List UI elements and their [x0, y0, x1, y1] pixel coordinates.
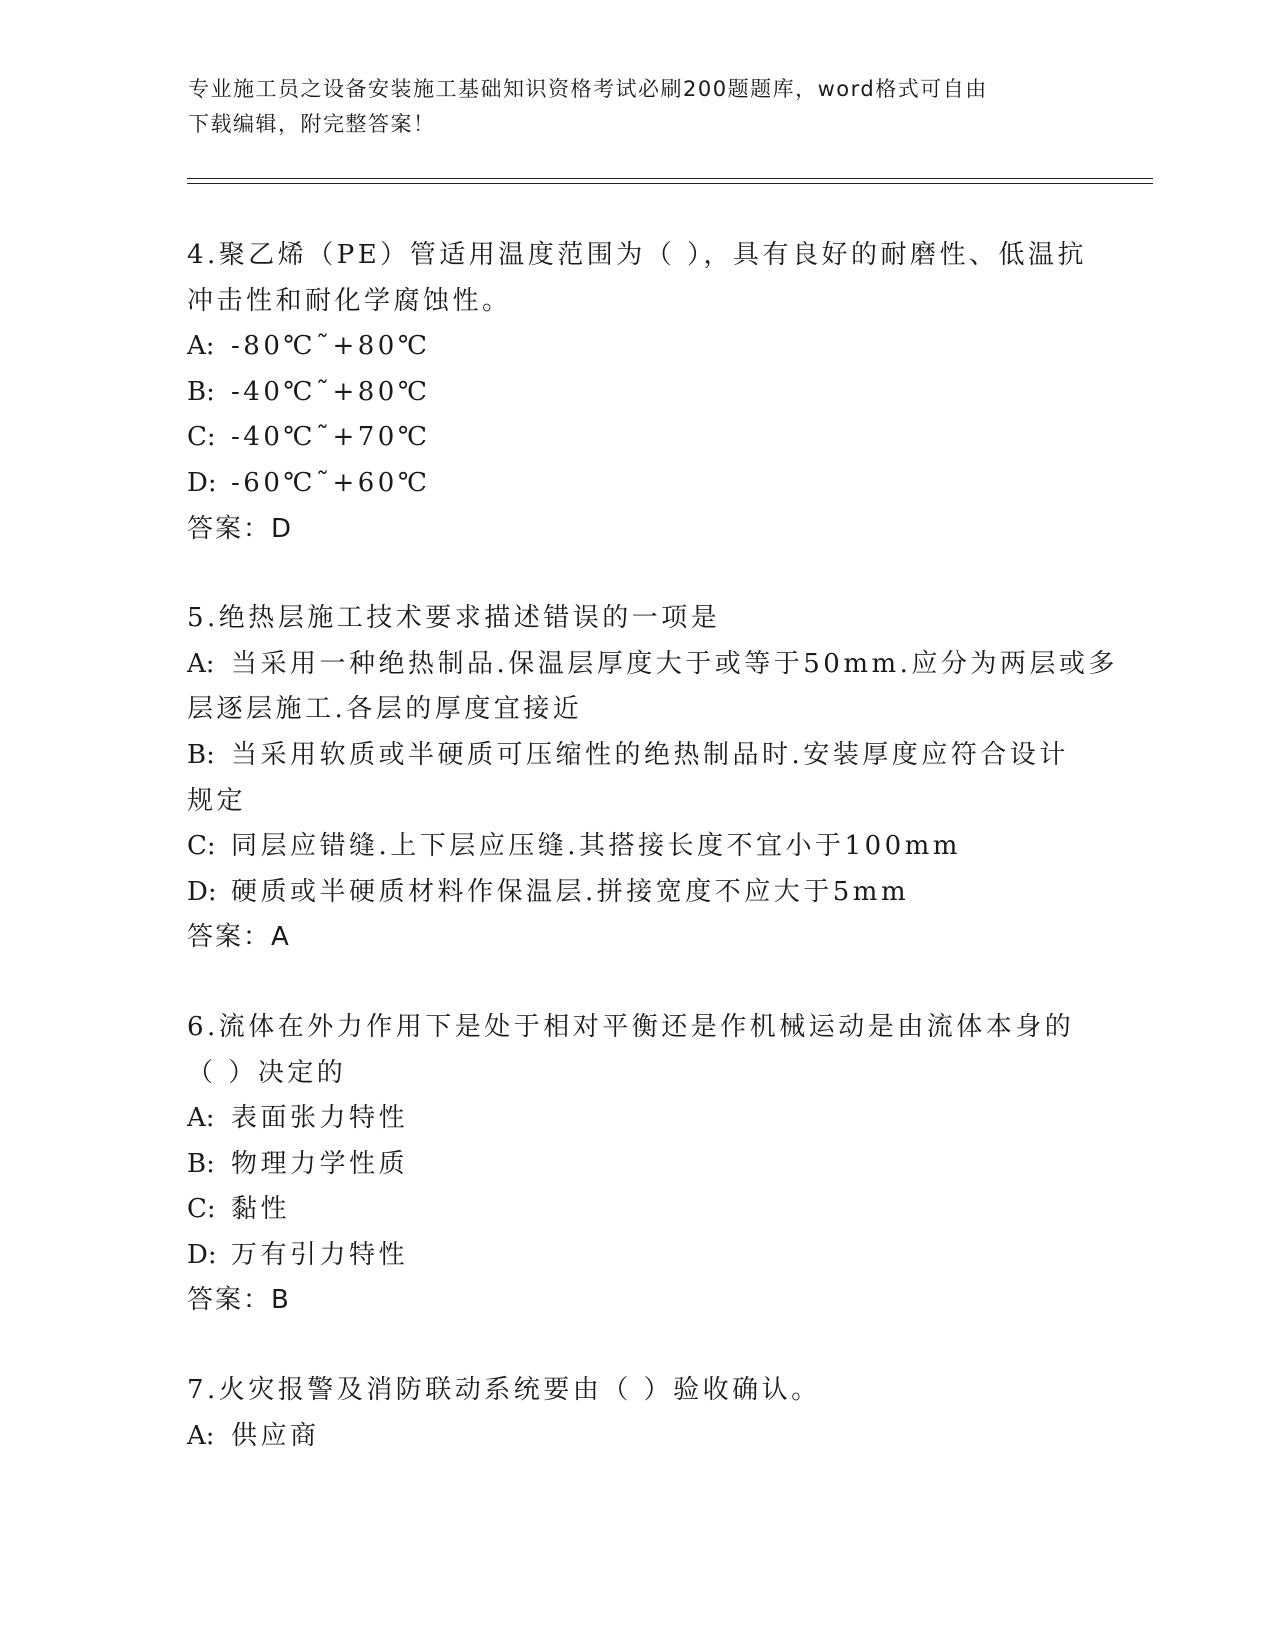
option-label: C:: [187, 1194, 216, 1225]
option-line: [187, 1096, 1087, 1142]
option-label: D:: [187, 467, 217, 498]
option-line: [187, 1142, 1087, 1188]
option-label: B:: [187, 1148, 215, 1179]
option-label: C:: [187, 831, 216, 862]
option-label: A:: [187, 1103, 215, 1134]
header-line-2: 下载编辑，附完整答案！: [188, 112, 436, 136]
option-line: [187, 870, 1087, 916]
option-line: [187, 1233, 1087, 1279]
option-label: B:: [187, 739, 215, 770]
option-label: A:: [187, 648, 215, 679]
option-label: D:: [187, 876, 217, 907]
option-label: C:: [187, 422, 216, 453]
option-label: A:: [187, 331, 215, 362]
option-text: 同层应错缝.上下层应压缝.其搭接长度不宜小于100mm: [231, 831, 961, 862]
option-text: 物理力学性质: [231, 1148, 409, 1179]
option-line: [187, 824, 1087, 870]
option-line: [187, 687, 1087, 733]
option-label: D:: [187, 1239, 217, 1270]
question-block: [187, 233, 1087, 552]
option-text: 供应商: [231, 1420, 320, 1451]
header-divider-top: [187, 178, 1153, 179]
option-text: -60℃˜+60℃: [231, 467, 431, 498]
option-line: [187, 461, 1087, 507]
document-header: [188, 72, 1088, 142]
answer-line: 答案：D: [187, 513, 294, 544]
question-block: [187, 1368, 1087, 1459]
option-label: A:: [187, 1420, 215, 1451]
option-label: B:: [187, 376, 215, 407]
question-text: 冲击性和耐化学腐蚀性。: [187, 285, 512, 316]
header-line-1: 专业施工员之设备安装施工基础知识资格考试必刷200题题库，word格式可自由: [188, 77, 988, 101]
option-line: [187, 733, 1087, 779]
option-text: 万有引力特性: [231, 1239, 409, 1270]
option-text: 层逐层施工.各层的厚度宜接近: [187, 694, 583, 725]
answer-line: 答案：A: [187, 922, 291, 953]
question-text: 4.聚乙烯（PE）管适用温度范围为（ ），具有良好的耐磨性、低温抗: [187, 240, 1088, 270]
option-line: [187, 1414, 1087, 1460]
option-text: 规定: [187, 785, 247, 816]
option-line: [187, 415, 1087, 461]
option-line: [187, 324, 1087, 370]
question-block: [187, 596, 1118, 961]
question-list: [187, 233, 1118, 1503]
option-text: 表面张力特性: [231, 1103, 409, 1134]
option-text: -40℃˜+70℃: [231, 422, 431, 453]
question-text: 6.流体在外力作用下是处于相对平衡还是作机械运动是由流体本身的: [187, 1011, 1075, 1042]
question-text: 7.火灾报警及消防联动系统要由（ ）验收确认。: [187, 1375, 821, 1406]
option-text: 硬质或半硬质材料作保温层.拼接宽度不应大于5mm: [231, 876, 910, 907]
answer-line: 答案：B: [187, 1285, 291, 1316]
option-line: [187, 1187, 1087, 1233]
option-text: 黏性: [231, 1194, 291, 1225]
option-line: [187, 779, 1087, 825]
option-text: -40℃˜+80℃: [231, 376, 431, 407]
option-line: [187, 642, 1118, 688]
option-text: -80℃˜+80℃: [231, 331, 431, 362]
header-divider-bottom: [187, 183, 1153, 184]
option-text: 当采用一种绝热制品.保温层厚度大于或等于50mm.应分为两层或多: [231, 648, 1118, 679]
question-text: 5.绝热层施工技术要求描述错误的一项是: [187, 603, 721, 634]
question-text: （ ）决定的: [187, 1057, 347, 1088]
option-text: 当采用软质或半硬质可压缩性的绝热制品时.安装厚度应符合设计: [231, 739, 1069, 770]
option-line: [187, 370, 1087, 416]
question-block: [187, 1005, 1087, 1324]
